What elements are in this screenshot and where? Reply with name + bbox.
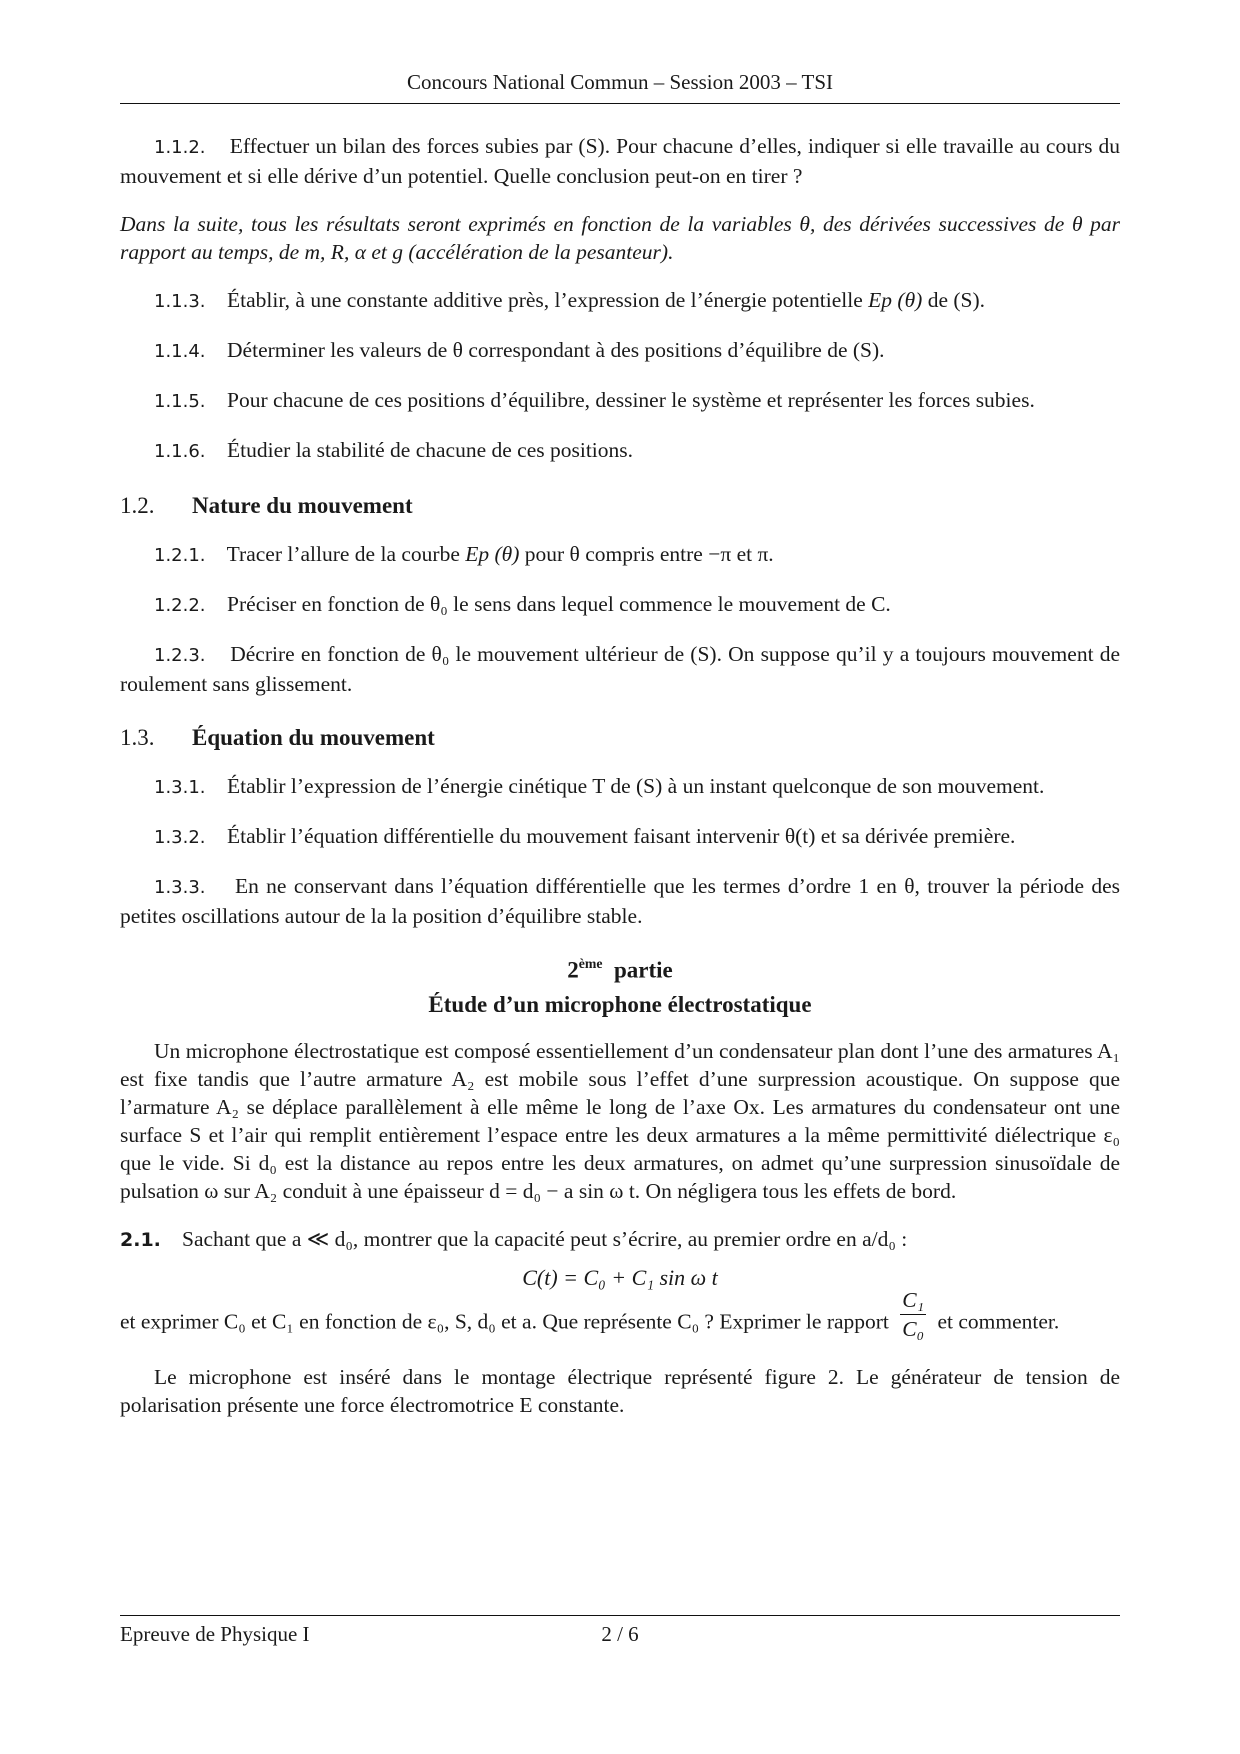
potential-energy-symbol: Ep (θ): [465, 542, 520, 566]
question-number: 1.2.2.: [154, 595, 206, 616]
document-page: [120, 0, 1120, 1754]
part-2-intro: Un microphone électrostatique est composé essentiellement d’un condensateur plan dont l’une des armatures A₁ est fixe tandis que l’autre armature A₂ est mobile sous l’effet d’une surpression acoustique. On suppose que l’armature A₂ se déplace parallèlement à elle même le long de l’axe Ox. Les armatures du condensateur ont une surface S et l’air qui remplit entièrement l’espace entre les deux armatures a la même permittivité diélectrique ε₀ que le vide. Si d₀ est la distance au repos entre les deux armatures, on admet qu’une surpression sinusoïdale de pulsation ω sur A₂ conduit à une épaisseur d = d₀ − a sin ω t. On négligera tous les effets de bord.: [120, 1038, 1120, 1203]
question-text: Établir l’équation différentielle du mouvement faisant intervenir θ(t) et sa dérivée première.: [227, 824, 1016, 848]
part-2-title: Étude d’un microphone électrostatique: [428, 991, 812, 1017]
capacitance-equation: C(t) = C₀ + C₁ sin ω t: [522, 1264, 718, 1290]
question-1-2-3: [120, 640, 1120, 698]
question-text: Déterminer les valeurs de θ correspondant à des positions d’équilibre de (S).: [227, 338, 885, 362]
question-text: Décrire en fonction de θ₀ le mouvement ultérieur de (S). On suppose qu’il y a toujours mouvement de roulement sans glissement.: [120, 642, 1121, 696]
question-text: Préciser en fonction de θ₀ le sens dans lequel commence le mouvement de C.: [227, 592, 891, 616]
question-1-3-2: [120, 822, 1120, 852]
question-text: Effectuer un bilan des forces subies par (S). Pour chacune d’elles, indiquer si elle travaille au cours du mouvement et si elle dérive d’un potentiel. Quelle conclusion peut-on en tirer ?: [120, 134, 1121, 188]
question-2-1-continued: [120, 1287, 1120, 1343]
section-number: 1.3.: [120, 725, 155, 750]
ratio-fraction: [900, 1286, 926, 1343]
part-2-heading: [120, 950, 1120, 985]
section-number: 1.2.: [120, 493, 155, 518]
question-text: Sachant que a ≪ d₀, montrer que la capacité peut s’écrire, au premier ordre en a/d₀ :: [182, 1226, 908, 1251]
question-1-1-3: [120, 286, 1120, 316]
question-number: 1.3.1.: [154, 777, 206, 798]
question-number: 1.1.6.: [154, 441, 206, 462]
question-1-1-4: [120, 336, 1120, 366]
instruction-note: Dans la suite, tous les résultats seront exprimés en fonction de la variables θ, des dérivées successives de θ par rapport au temps, de m, R, α et g (accélération de la pesanteur).: [120, 212, 1120, 264]
question-text: Pour chacune de ces positions d’équilibre, dessiner le système et représenter les forces subies.: [227, 388, 1035, 412]
question-text: de (S).: [927, 288, 986, 312]
question-1-1-5: [120, 386, 1120, 416]
question-1-1-6: [120, 436, 1120, 466]
section-title: Nature du mouvement: [192, 493, 413, 518]
question-number: 1.2.3.: [154, 645, 206, 666]
question-number: 2.1.: [120, 1228, 161, 1251]
part-number: 2: [567, 957, 579, 983]
question-1-2-1: [120, 540, 1120, 570]
running-header: Concours National Commun – Session 2003 – TSI: [120, 70, 1120, 104]
question-text: et exprimer C₀ et C₁ en fonction de ε₀, S, d₀ et a. Que représente C₀ ? Exprimer le rapport: [120, 1309, 889, 1334]
question-text: En ne conservant dans l’équation différentielle que les termes d’ordre 1 en θ, trouver la période des petites oscillations autour de la la position d’équilibre stable.: [120, 874, 1120, 928]
question-number: 1.2.1.: [154, 545, 206, 566]
part-label: partie: [613, 957, 673, 983]
question-number: 1.1.3.: [154, 291, 206, 312]
page-content: [120, 132, 1120, 1439]
question-text: Établir, à une constante additive près, l’expression de l’énergie potentielle: [227, 288, 863, 312]
circuit-paragraph: Le microphone est inséré dans le montage électrique représenté figure 2. Le générateur de tension de polarisation présente une force électromotrice E constante.: [120, 1364, 1120, 1417]
question-1-2-2: [120, 590, 1120, 620]
footer-exam-title: Epreuve de Physique I: [120, 1622, 310, 1646]
question-number: 1.3.3.: [154, 877, 206, 898]
question-text: et commenter.: [937, 1309, 1060, 1334]
section-1-2-heading: [120, 492, 1120, 520]
question-text: Tracer l’allure de la courbe: [226, 542, 460, 566]
question-1-1-2: [120, 132, 1120, 190]
page-number: 2 / 6: [601, 1622, 639, 1646]
fraction-denominator: C₀: [902, 1316, 925, 1341]
question-number: 1.3.2.: [154, 827, 206, 848]
question-number: 1.1.5.: [154, 391, 206, 412]
section-title: Équation du mouvement: [192, 725, 435, 750]
question-number: 1.1.2.: [154, 137, 206, 158]
fraction-numerator: C₁: [900, 1286, 926, 1315]
question-text: pour θ compris entre −π et π.: [524, 542, 774, 566]
question-1-3-1: [120, 772, 1120, 802]
question-text: Étudier la stabilité de chacune de ces positions.: [227, 438, 634, 462]
question-number: 1.1.4.: [154, 341, 206, 362]
running-footer: [120, 1615, 1120, 1652]
part-number-suffix: ème: [578, 956, 603, 971]
question-1-3-3: [120, 872, 1120, 930]
section-1-3-heading: [120, 724, 1120, 752]
question-2-1: [120, 1225, 1120, 1254]
potential-energy-symbol: Ep (θ): [868, 288, 923, 312]
question-text: Établir l’expression de l’énergie cinétique T de (S) à un instant quelconque de son mouvement.: [227, 774, 1045, 798]
